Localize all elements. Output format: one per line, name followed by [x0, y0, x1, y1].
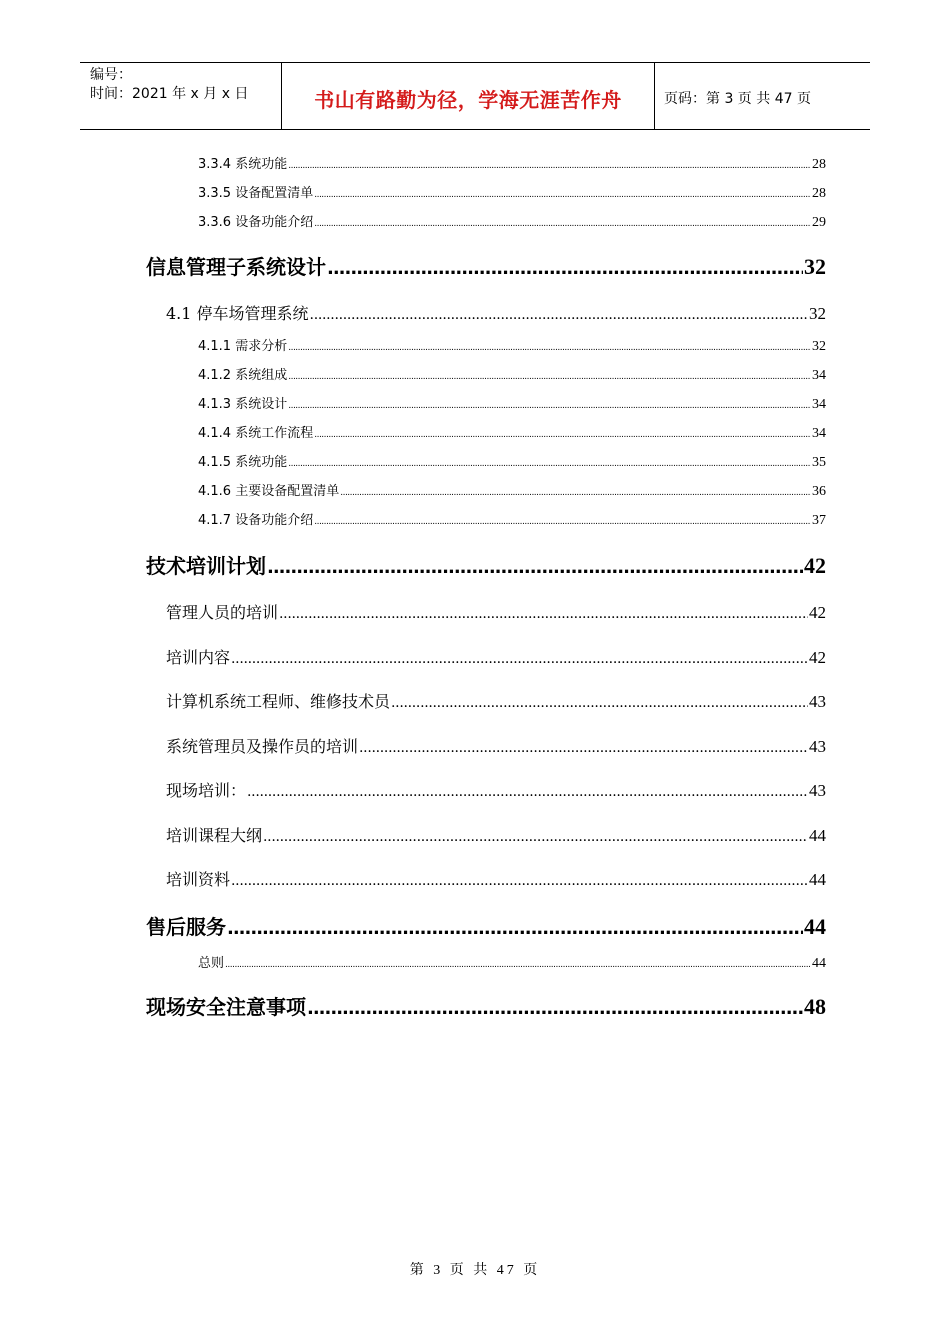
toc-leader: [267, 557, 803, 578]
toc-entry-page: 28: [812, 186, 826, 201]
toc-leader: [310, 307, 808, 323]
toc-entry-title: 4.1.5 系统功能: [198, 455, 288, 470]
toc-entry-title: 技术培训计划: [146, 554, 266, 578]
toc-entry-title: 4.1.4 系统工作流程: [198, 426, 314, 441]
toc-entry-page: 35: [812, 455, 826, 470]
header-motto: 书山有路勤为径，学海无涯苦作舟: [314, 88, 622, 112]
toc-leader: [288, 161, 811, 171]
toc-entry-page: 29: [812, 215, 826, 230]
toc-leader: [247, 784, 808, 800]
toc-leader: [314, 219, 811, 229]
page-footer: 第 3 页 共 47 页: [409, 1263, 541, 1278]
toc-leader: [231, 651, 808, 667]
toc-leader: [227, 918, 803, 939]
toc-entry-title: 培训资料: [166, 870, 231, 889]
toc-entry-page: 43: [809, 692, 826, 711]
toc-leader: [225, 960, 811, 970]
toc-entry-title: 培训内容: [166, 648, 231, 667]
toc-leader: [288, 343, 811, 353]
toc-entry[interactable]: [198, 211, 826, 231]
toc-leader: [288, 372, 811, 382]
toc-entry[interactable]: [198, 393, 826, 413]
toc-leader: [327, 258, 803, 279]
toc-entry-page: 28: [812, 157, 826, 172]
toc-entry-page: 43: [809, 737, 826, 756]
toc-entry-title: 信息管理子系统设计: [146, 255, 326, 279]
toc-entry-title: 管理人员的培训: [166, 603, 279, 622]
toc-leader: [231, 873, 808, 889]
toc-entry-page: 44: [812, 956, 826, 971]
header-bottom-rule: [80, 129, 870, 130]
toc-section[interactable]: [166, 301, 826, 324]
header-time-label: 时间：2021 年 x 月 x 日: [90, 86, 249, 102]
toc-entry-title: 4.1.3 系统设计: [198, 397, 288, 412]
toc-section[interactable]: [166, 823, 826, 846]
toc-section[interactable]: [166, 645, 826, 668]
toc-entry[interactable]: [198, 153, 826, 173]
toc-leader: [340, 488, 811, 498]
toc-entry-page: 42: [809, 603, 826, 622]
toc-entry-page: 42: [804, 553, 826, 578]
toc-entry-title: 计算机系统工程师、维修技术员: [166, 692, 391, 711]
toc-leader: [314, 430, 811, 440]
toc-entry[interactable]: [198, 422, 826, 442]
toc-entry-page: 32: [812, 339, 826, 354]
toc-leader: [307, 998, 803, 1019]
toc-section[interactable]: [166, 734, 826, 757]
toc-entry-title: 总则: [198, 956, 225, 971]
toc-chapter[interactable]: [146, 911, 826, 940]
toc-entry-title: 现场安全注意事项: [146, 995, 306, 1019]
toc-chapter[interactable]: [146, 550, 826, 579]
toc-entry-page: 34: [812, 368, 826, 383]
toc-entry-title: 3.3.4 系统功能: [198, 157, 288, 172]
toc-entry-page: 32: [804, 254, 826, 279]
toc-entry-page: 48: [804, 994, 826, 1019]
toc-entry[interactable]: [198, 952, 826, 972]
header-page-label: 页码：第 3 页 共 47 页: [664, 91, 811, 107]
toc-entry-page: 34: [812, 426, 826, 441]
toc-leader: [314, 190, 811, 200]
toc-entry[interactable]: [198, 480, 826, 500]
toc-entry-title: 售后服务: [146, 915, 226, 939]
toc-entry-page: 44: [804, 914, 826, 939]
header-top-rule: [80, 62, 870, 63]
header-divider-right: [654, 62, 655, 130]
toc-entry[interactable]: [198, 364, 826, 384]
toc-entry-page: 36: [812, 484, 826, 499]
toc-entry-title: 培训课程大纲: [166, 826, 263, 845]
toc-entry[interactable]: [198, 182, 826, 202]
toc-section[interactable]: [166, 689, 826, 712]
toc-entry-page: 44: [809, 870, 826, 889]
toc-entry-title: 4.1.2 系统组成: [198, 368, 288, 383]
toc-leader: [314, 517, 811, 527]
header-info: [90, 66, 248, 104]
toc-entry-page: 43: [809, 781, 826, 800]
toc-entry-title: 现场培训：: [166, 781, 247, 800]
toc-entry[interactable]: [198, 335, 826, 355]
toc-chapter[interactable]: [146, 991, 826, 1020]
toc-entry-page: 34: [812, 397, 826, 412]
toc-entry-page: 42: [809, 648, 826, 667]
toc-entry-page: 44: [809, 826, 826, 845]
toc-leader: [263, 829, 808, 845]
toc-leader: [359, 740, 808, 756]
header-number-label: 编号：: [90, 67, 132, 83]
toc-entry[interactable]: [198, 451, 826, 471]
toc-entry-title: 4.1.1 需求分析: [198, 339, 288, 354]
toc-entry-title: 3.3.5 设备配置清单: [198, 186, 314, 201]
toc-entry-page: 37: [812, 513, 826, 528]
toc-leader: [288, 459, 811, 469]
toc-entry-title: 系统管理员及操作员的培训: [166, 737, 359, 756]
toc-entry-title: 4.1 停车场管理系统: [166, 304, 309, 323]
toc-section[interactable]: [166, 867, 826, 890]
toc-section[interactable]: [166, 600, 826, 623]
toc-entry-page: 32: [809, 304, 826, 323]
toc-section[interactable]: [166, 778, 826, 801]
toc-entry-title: 4.1.6 主要设备配置清单: [198, 484, 340, 499]
toc-leader: [391, 695, 808, 711]
toc-entry[interactable]: [198, 509, 826, 529]
toc-entry-title: 3.3.6 设备功能介绍: [198, 215, 314, 230]
toc-chapter[interactable]: [146, 251, 826, 280]
toc-leader: [288, 401, 811, 411]
toc-entry-title: 4.1.7 设备功能介绍: [198, 513, 314, 528]
toc-leader: [279, 606, 808, 622]
